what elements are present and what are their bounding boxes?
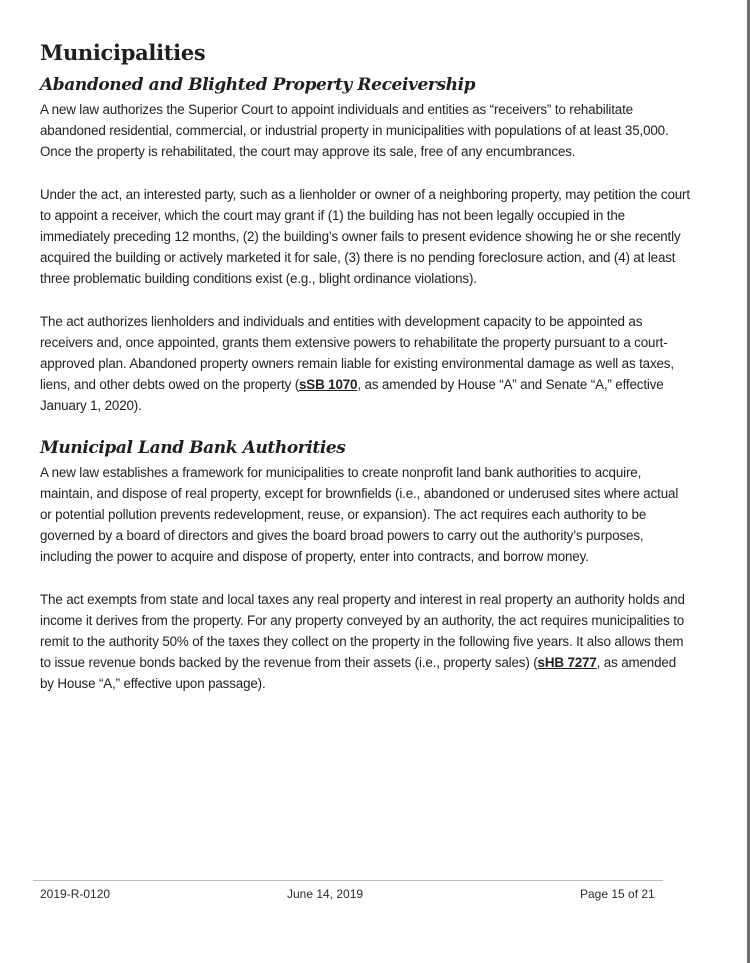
- section-heading: Municipal Land Bank Authorities: [40, 437, 346, 458]
- section-receivership: [40, 75, 690, 417]
- paragraph: [40, 311, 690, 417]
- paragraph-text: The act authorizes lienholders and individuals and entities with development capacity to be appointed as receivers and, once appointed, grants them extensive powers to rehabilitate the property pursuant to a court-approved plan. Abandoned property owners remain liable for existing environmental damage as well as taxes, liens, and other debts owed on the property (: [40, 313, 674, 393]
- footer-page-number: Page 15 of 21: [580, 887, 655, 901]
- paragraph: [40, 589, 690, 695]
- section-land-bank: [40, 438, 690, 695]
- paragraph: A new law authorizes the Superior Court to appoint individuals and entities as “receivers” to rehabilitate abandoned residential, commercial, or industrial property in municipalities with populations of at least 35,000. Once the property is rehabilitated, the court may approve its sale, free of any encumbrances.: [40, 102, 669, 160]
- footer-date: June 14, 2019: [287, 887, 364, 901]
- section-heading: Abandoned and Blighted Property Receivership: [40, 75, 476, 95]
- paragraph-text: , as amended by House “A,” effective upon passage).: [40, 655, 676, 692]
- paragraph-text: , as amended by House “A” and Senate “A,” effective January 1, 2020).: [40, 377, 664, 414]
- document-page: [40, 40, 690, 716]
- paragraph-text: The act exempts from state and local taxes any real property and interest in real property an authority holds and income it derives from the property. For any property conveyed by an authority, the act requires municipalities to remit to the authority 50% of the taxes they collect on the property in the following five years. It also allows them to issue revenue bonds backed by the revenue from their assets (i.e., property sales) (: [40, 591, 685, 671]
- bill-link-shb-7277[interactable]: sHB 7277: [537, 655, 597, 671]
- paragraph: A new law establishes a framework for municipalities to create nonprofit land bank authorities to acquire, maintain, and dispose of real property, except for brownfields (i.e., abandoned or underused sites where actual or potential pollution prevents redevelopment, reuse, or expansion). The act requires each authority to be governed by a board of directors and gives the board broad powers to carry out the authority’s purposes, including the power to acquire and dispose of property, enter into contracts, and borrow money.: [40, 464, 679, 565]
- footer-report-number: 2019-R-0120: [40, 887, 111, 901]
- page-title: Municipalities: [40, 40, 206, 65]
- footer-divider: [33, 880, 663, 881]
- bill-link-ssb-1070[interactable]: sSB 1070: [299, 377, 358, 393]
- paragraph: Under the act, an interested party, such as a lienholder or owner of a neighboring property, may petition the court to appoint a receiver, which the court may grant if (1) the building has not been legally occupied in the immediately preceding 12 months, (2) the building’s owner fails to present evidence showing he or she recently acquired the building or actively marketed it for sale, (3) there is no pending foreclosure action, and (4) at least three problematic building conditions exist (e.g., blight ordinance violations).: [40, 186, 690, 287]
